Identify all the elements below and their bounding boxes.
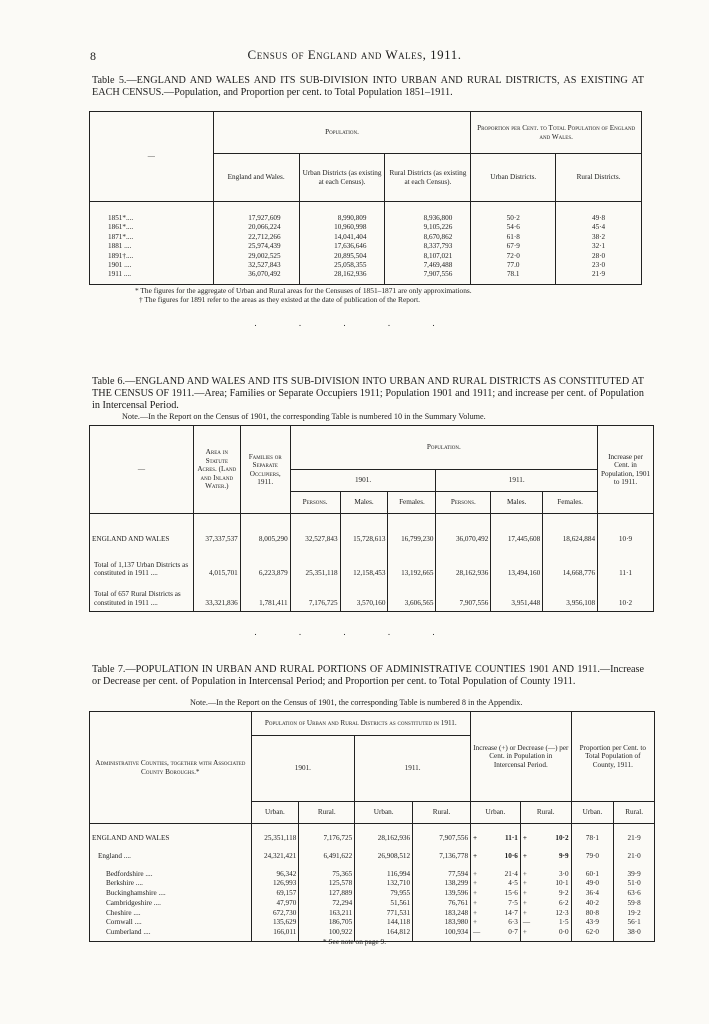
table7-sign-sr: + [522, 869, 527, 878]
table5-urban-header: Urban Districts (as existing at each Census). [299, 154, 385, 202]
table6-cell-m11: 13,494,160 [491, 544, 543, 578]
table6-cell-p01: 7,176,725 [290, 578, 340, 612]
table5-cell-pr: 21·9 [556, 270, 642, 285]
table6-cell-fam: 8,005,290 [240, 524, 290, 544]
table-row [90, 544, 654, 578]
table5-cell-year: 1901 .... [90, 260, 214, 269]
table6-cell-m11: 3,951,448 [491, 578, 543, 612]
table7-cell-ir [520, 879, 571, 889]
table5-cell-rural: 7,907,556 [385, 270, 471, 285]
table7-cell-u01: 166,011 [251, 928, 299, 941]
table6-body [90, 514, 654, 612]
table6-cell-p11: 36,070,492 [436, 524, 491, 544]
table5-cell-year: 1851*.... [90, 214, 214, 223]
table7-cell-label: England .... [90, 852, 252, 870]
table7-increase-wrap [523, 928, 569, 936]
table7-cell-ir [520, 909, 571, 919]
table7-cell-label: ENGLAND AND WALES [90, 834, 252, 852]
table7-cell-r11: 100,934 [413, 928, 471, 941]
table7-cell-iu [471, 918, 521, 928]
separator-dots: . . . . . [254, 318, 455, 328]
table7-sign-sr: + [522, 833, 527, 842]
table-row [90, 251, 642, 260]
table5-cell-ew: 29,002,525 [213, 251, 299, 260]
table6-cell-f11: 3,956,108 [543, 578, 598, 612]
table5-cell-pu: 67·9 [471, 242, 556, 251]
table-row [90, 524, 654, 544]
table7-r01-header: Rural. [299, 802, 355, 824]
separator-dots-2: . . . . . [254, 627, 455, 637]
table7-cell-iu [471, 889, 521, 899]
table7-cell-u01: 69,157 [251, 889, 299, 899]
table7-value-iu: 0·7 [508, 928, 518, 937]
table7-pr-header: Rural. [614, 802, 655, 824]
table7-cell-r01: 7,176,725 [299, 834, 355, 852]
table6-cell-area: 37,337,537 [193, 524, 240, 544]
table-row [90, 870, 655, 880]
table6-cell-m11: 17,445,608 [491, 524, 543, 544]
table7-increase-wrap [473, 899, 518, 907]
table7-value-iu: 7·5 [508, 898, 518, 907]
table-row [90, 879, 655, 889]
table7-value-ir: 6·2 [559, 898, 569, 907]
table7-cell-u01: 126,993 [251, 879, 299, 889]
table7-cell-pr: 63·6 [614, 889, 655, 899]
table7-cell-pu: 43·9 [571, 918, 614, 928]
table7-cell-pu: 79·0 [571, 852, 614, 870]
table6 [89, 425, 654, 612]
table5-cell-urban: 17,636,646 [299, 242, 385, 251]
table5-prural-header: Rural Districts. [556, 154, 642, 202]
table-row [90, 909, 655, 919]
table7-note: Note.—In the Report on the Census of 1901, the corresponding Table is numbered 8 in the Appendix. [190, 698, 523, 707]
table7-cell-u11: 79,955 [355, 889, 413, 899]
table7-cell-u01: 672,730 [251, 909, 299, 919]
table7-cell-iu [471, 870, 521, 880]
table7-cell-r11: 77,594 [413, 870, 471, 880]
table5-cell-pu: 72·0 [471, 251, 556, 260]
table7-increase-wrap [473, 928, 518, 936]
table5-footnotes [135, 286, 655, 304]
table7-sign-sr: + [522, 928, 527, 937]
table7-increase-wrap [473, 870, 518, 878]
table7-cell-r11: 183,980 [413, 918, 471, 928]
table6-cell-inc: 11·1 [598, 544, 654, 578]
table5-cell-urban: 20,895,504 [299, 251, 385, 260]
table5-cell-pu: 61·8 [471, 232, 556, 241]
table5-cell-pr: 49·8 [556, 214, 642, 223]
table5-cell-ew: 25,974,439 [213, 242, 299, 251]
table6-males01-header: Males. [340, 492, 388, 514]
table7-cell-iu [471, 909, 521, 919]
table6-cell-m01: 15,728,613 [340, 524, 388, 544]
table5-body [90, 202, 642, 285]
table5-cell-rural: 9,105,226 [385, 223, 471, 232]
table7-sign-sr: + [522, 851, 527, 860]
table7-value-iu: 11·1 [505, 833, 518, 842]
table5-cell-rural: 8,936,800 [385, 214, 471, 223]
table5-cell-year: 1891†.... [90, 251, 214, 260]
table7-cell-pr: 59·8 [614, 899, 655, 909]
table7-body [90, 824, 655, 942]
table7-cell-u01: 25,351,118 [251, 834, 299, 852]
table7-cell-u11: 164,812 [355, 928, 413, 941]
table6-cell-area: 33,321,836 [193, 578, 240, 612]
table6-cell-p11: 28,162,936 [436, 544, 491, 578]
table7-increase-header: Increase (+) or Decrease (—) per Cent. in Population in Intercensal Period. [471, 712, 572, 802]
table7-cell-pu: 49·0 [571, 879, 614, 889]
table7-stub-header: Administrative Counties, together with Associated County Boroughs.* [90, 712, 252, 824]
table6-females01-header: Females. [388, 492, 436, 514]
table6-cell-area: 4,015,701 [193, 544, 240, 578]
table7-cell-u01: 96,342 [251, 870, 299, 880]
table7-cell-iu [471, 879, 521, 889]
table6-cell-p01: 25,351,118 [290, 544, 340, 578]
table5-cell-pu: 50·2 [471, 214, 556, 223]
table7-1911-header: 1911. [355, 736, 471, 802]
table5-cell-pr: 38·2 [556, 232, 642, 241]
table7-cell-pr: 39·9 [614, 870, 655, 880]
table-row [90, 242, 642, 251]
table6-cell-fam: 1,781,411 [240, 578, 290, 612]
table6-title: Table 6.—ENGLAND AND WALES AND ITS SUB-DIVISION INTO URBAN AND RURAL DISTRICTS AS CONSTITUTED AT THE CENSUS OF 1911.—Area; Families or Separate Occupiers 1911; Population 1901 and 1911; and increase per cent. of Population in Intercensal Period. [92, 376, 644, 411]
table7-increase-wrap [523, 870, 569, 878]
table7-increase-wrap [473, 909, 518, 917]
table7-cell-label: Cambridgeshire .... [90, 899, 252, 909]
table7-cell-u01: 135,629 [251, 918, 299, 928]
table7-cell-u11: 28,162,936 [355, 834, 413, 852]
table7-cell-r01: 163,211 [299, 909, 355, 919]
table7-increase-wrap [473, 834, 518, 842]
table7-cell-r01: 186,705 [299, 918, 355, 928]
table7-cell-label: Cornwall .... [90, 918, 252, 928]
table6-families-header: Families or Separate Occupiers, 1911. [240, 426, 290, 514]
table7-u01-header: Urban. [251, 802, 299, 824]
table7-increase-wrap [523, 852, 569, 860]
table7-cell-pr: 56·1 [614, 918, 655, 928]
table7-ir-header: Rural. [520, 802, 571, 824]
table7-cell-pr: 21·9 [614, 834, 655, 852]
table7-sign-sr: — [522, 918, 530, 927]
table5-cell-year: 1911 .... [90, 270, 214, 285]
table5-title: Table 5.—ENGLAND AND WALES AND ITS SUB-DIVISION INTO URBAN AND RURAL DISTRICTS, AS EXISTING AT EACH CENSUS.—Population, and Proportion per cent. to Total Population 1851–1911. [92, 75, 644, 98]
table7-sign-su: + [473, 851, 478, 860]
table7-cell-iu [471, 852, 521, 870]
table7-cell-u01: 47,970 [251, 899, 299, 909]
table7-increase-wrap [523, 879, 569, 887]
table7-cell-ir [520, 870, 571, 880]
table5-cell-pr: 23·0 [556, 260, 642, 269]
table7-cell-ir [520, 889, 571, 899]
table5-cell-urban: 14,041,404 [299, 232, 385, 241]
table7-value-ir: 0·0 [559, 928, 569, 937]
table5-population-header: Population. [213, 112, 471, 154]
table-row [90, 834, 655, 852]
table6-1901-header: 1901. [290, 470, 436, 492]
table5-cell-pr: 32·1 [556, 242, 642, 251]
table6-population-header: Population. [290, 426, 597, 470]
table7-proportion-header: Proportion per Cent. to Total Population of County, 1911. [571, 712, 654, 802]
table7-cell-r01: 125,578 [299, 879, 355, 889]
table7-increase-wrap [473, 918, 518, 926]
table7-population-header: Population of Urban and Rural Districts as constituted in 1911. [251, 712, 470, 736]
table7-cell-r01: 127,889 [299, 889, 355, 899]
table7-cell-label: Cumberland .... [90, 928, 252, 941]
table7-cell-pu: 36·4 [571, 889, 614, 899]
table6-cell-f11: 14,668,776 [543, 544, 598, 578]
table5-cell-pu: 54·6 [471, 223, 556, 232]
table6-cell-fam: 6,223,879 [240, 544, 290, 578]
table-row [90, 260, 642, 269]
table7-value-ir: 10·2 [555, 833, 569, 842]
table5-cell-year: 1871*.... [90, 232, 214, 241]
table7-cell-pu: 40·2 [571, 899, 614, 909]
table7-cell-u11: 26,908,512 [355, 852, 413, 870]
table5-cell-rural: 8,670,862 [385, 232, 471, 241]
table7-value-iu: 6·3 [508, 918, 518, 927]
table6-increase-header: Increase per Cent. in Population, 1901 to 1911. [598, 426, 654, 514]
table5-cell-urban: 28,162,936 [299, 270, 385, 285]
table7-value-ir: 12·3 [555, 908, 569, 917]
table5-cell-rural: 8,337,793 [385, 242, 471, 251]
table-row [90, 214, 642, 223]
table5-cell-ew: 36,070,492 [213, 270, 299, 285]
table5-cell-ew: 20,066,224 [213, 223, 299, 232]
running-title: Census of England and Wales, 1911. [247, 47, 462, 62]
table7-cell-r01: 75,365 [299, 870, 355, 880]
table6-cell-f01: 16,799,230 [388, 524, 436, 544]
table5-cell-ew: 22,712,266 [213, 232, 299, 241]
table7-cell-pr: 19·2 [614, 909, 655, 919]
table7-footnote: * See note on page 9. [322, 937, 387, 946]
table5-purban-header: Urban Districts. [471, 154, 556, 202]
table6-cell-f11: 18,624,884 [543, 524, 598, 544]
table7-sign-sr: + [522, 908, 527, 917]
table7-increase-wrap [523, 899, 569, 907]
table5-cell-ew: 17,927,609 [213, 214, 299, 223]
table7-cell-u11: 116,994 [355, 870, 413, 880]
table7-increase-wrap [523, 909, 569, 917]
table5-cell-urban: 25,058,355 [299, 260, 385, 269]
table5 [89, 111, 642, 285]
table6-females11-header: Females. [543, 492, 598, 514]
table7-cell-u11: 132,710 [355, 879, 413, 889]
table7-cell-u01: 24,321,421 [251, 852, 299, 870]
table5-cell-pr: 28·0 [556, 251, 642, 260]
table7-cell-ir [520, 899, 571, 909]
table6-cell-p01: 32,527,843 [290, 524, 340, 544]
table7-cell-label: Cheshire .... [90, 909, 252, 919]
table-row [90, 852, 655, 870]
table5-ew-header: England and Wales. [213, 154, 299, 202]
table7-cell-r01: 6,491,622 [299, 852, 355, 870]
table7-value-ir: 9·9 [559, 851, 569, 860]
table7-sign-su: + [473, 833, 478, 842]
table6-cell-label: ENGLAND AND WALES [90, 524, 194, 544]
table7-sign-su: + [473, 908, 478, 917]
table5-stub-header: — [90, 112, 214, 202]
table7-cell-r11: 138,299 [413, 879, 471, 889]
table5-cell-rural: 7,469,488 [385, 260, 471, 269]
table7-sign-su: — [473, 928, 481, 937]
table7-cell-u11: 144,118 [355, 918, 413, 928]
table6-cell-m01: 3,570,160 [340, 578, 388, 612]
table7-increase-wrap [523, 889, 569, 897]
table7-sign-su: + [473, 869, 478, 878]
table7-sign-su: + [473, 879, 478, 888]
table6-cell-inc: 10·2 [598, 578, 654, 612]
table7-value-ir: 3·0 [559, 869, 569, 878]
table7-cell-label: Bedfordshire .... [90, 870, 252, 880]
table6-cell-label: Total of 1,137 Urban Districts as constituted in 1911 .... [90, 544, 194, 578]
table6-cell-m01: 12,158,453 [340, 544, 388, 578]
table6-cell-inc: 10·9 [598, 524, 654, 544]
page-number: 8 [90, 49, 96, 63]
table6-persons11-header: Persons. [436, 492, 491, 514]
table7-value-iu: 15·6 [504, 889, 518, 898]
table6-cell-f01: 13,192,665 [388, 544, 436, 578]
table7-iu-header: Urban. [471, 802, 521, 824]
table7-cell-pu: 78·1 [571, 834, 614, 852]
table-row [90, 899, 655, 909]
table7-cell-r11: 7,907,556 [413, 834, 471, 852]
table-row [90, 578, 654, 612]
table7 [89, 711, 655, 942]
table7-value-ir: 10·1 [555, 879, 569, 888]
table6-males11-header: Males. [491, 492, 543, 514]
table7-value-iu: 10·6 [504, 851, 518, 860]
table5-cell-ew: 32,527,843 [213, 260, 299, 269]
table5-proportion-header: Proportion per Cent. to Total Population of England and Wales. [471, 112, 642, 154]
table-row [90, 918, 655, 928]
table7-cell-label: Buckinghamshire .... [90, 889, 252, 899]
table5-rural-header: Rural Districts (as existing at each Census). [385, 154, 471, 202]
table7-u11-header: Urban. [355, 802, 413, 824]
table7-cell-pr: 21·0 [614, 852, 655, 870]
table6-area-header: Area in Statute Acres. (Land and Inland Water.) [193, 426, 240, 514]
table7-increase-wrap [473, 852, 518, 860]
table-row [90, 270, 642, 285]
table5-cell-pu: 77.0 [471, 260, 556, 269]
table7-cell-ir [520, 918, 571, 928]
table7-cell-r11: 76,761 [413, 899, 471, 909]
table7-increase-wrap [473, 879, 518, 887]
table6-1911-header: 1911. [436, 470, 598, 492]
table7-cell-pr: 51·0 [614, 879, 655, 889]
table7-cell-r11: 183,248 [413, 909, 471, 919]
table5-cell-year: 1881 .... [90, 242, 214, 251]
table6-cell-p11: 7,907,556 [436, 578, 491, 612]
table7-sign-su: + [473, 889, 478, 898]
table7-cell-u11: 51,561 [355, 899, 413, 909]
table6-stub-header: — [90, 426, 194, 514]
table5-cell-pu: 78.1 [471, 270, 556, 285]
table-row [90, 223, 642, 232]
table6-persons01-header: Persons. [290, 492, 340, 514]
table7-sign-su: + [473, 918, 478, 927]
table7-sign-sr: + [522, 898, 527, 907]
table5-footnote-2: † The figures for 1891 refer to the areas as they existed at the date of publication of the Report. [139, 295, 421, 304]
table7-cell-pu: 60·1 [571, 870, 614, 880]
table7-cell-ir [520, 852, 571, 870]
table7-cell-ir [520, 834, 571, 852]
table5-cell-rural: 8,107,021 [385, 251, 471, 260]
table7-cell-r01: 100,922 [299, 928, 355, 941]
table7-cell-pu: 62·0 [571, 928, 614, 941]
table7-cell-iu [471, 899, 521, 909]
table7-sign-sr: + [522, 879, 527, 888]
table-row [90, 889, 655, 899]
table7-value-iu: 21·4 [504, 869, 518, 878]
table7-cell-r11: 139,596 [413, 889, 471, 899]
table7-1901-header: 1901. [251, 736, 355, 802]
table6-note: Note.—In the Report on the Census of 1901, the corresponding Table is numbered 10 in the Summary Volume. [122, 412, 486, 421]
table7-value-iu: 4·5 [508, 879, 518, 888]
table7-cell-iu [471, 834, 521, 852]
table6-cell-f01: 3,606,565 [388, 578, 436, 612]
table5-cell-pr: 45·4 [556, 223, 642, 232]
table7-increase-wrap [523, 918, 569, 926]
table7-cell-label: Berkshire .... [90, 879, 252, 889]
table7-sign-su: + [473, 898, 478, 907]
table5-cell-urban: 10,960,998 [299, 223, 385, 232]
table7-cell-u11: 771,531 [355, 909, 413, 919]
table5-cell-year: 1861*.... [90, 223, 214, 232]
table7-increase-wrap [473, 889, 518, 897]
table7-cell-r01: 72,294 [299, 899, 355, 909]
table5-cell-urban: 8,990,809 [299, 214, 385, 223]
table7-value-iu: 14·7 [504, 908, 518, 917]
table7-title: Table 7.—POPULATION IN URBAN AND RURAL PORTIONS OF ADMINISTRATIVE COUNTIES 1901 AND 1911.—Increase or Decrease per cent. of Population in Intercensal Period; and Proportion per cent. to Total Population of County 1911. [92, 664, 644, 687]
table7-value-ir: 1·5 [559, 918, 569, 927]
table7-sign-sr: + [522, 889, 527, 898]
table7-pu-header: Urban. [571, 802, 614, 824]
table5-footnote-1: * The figures for the aggregate of Urban and Rural areas for the Censuses of 1851–1871 are only approximations. [135, 286, 472, 295]
table7-cell-r11: 7,136,778 [413, 852, 471, 870]
table6-cell-label: Total of 657 Rural Districts as constituted in 1911 .... [90, 578, 194, 612]
table7-value-ir: 9·2 [559, 889, 569, 898]
table7-r11-header: Rural. [413, 802, 471, 824]
table7-cell-pr: 38·0 [614, 928, 655, 941]
table7-increase-wrap [523, 834, 569, 842]
table7-cell-pu: 80·8 [571, 909, 614, 919]
table-row [90, 232, 642, 241]
